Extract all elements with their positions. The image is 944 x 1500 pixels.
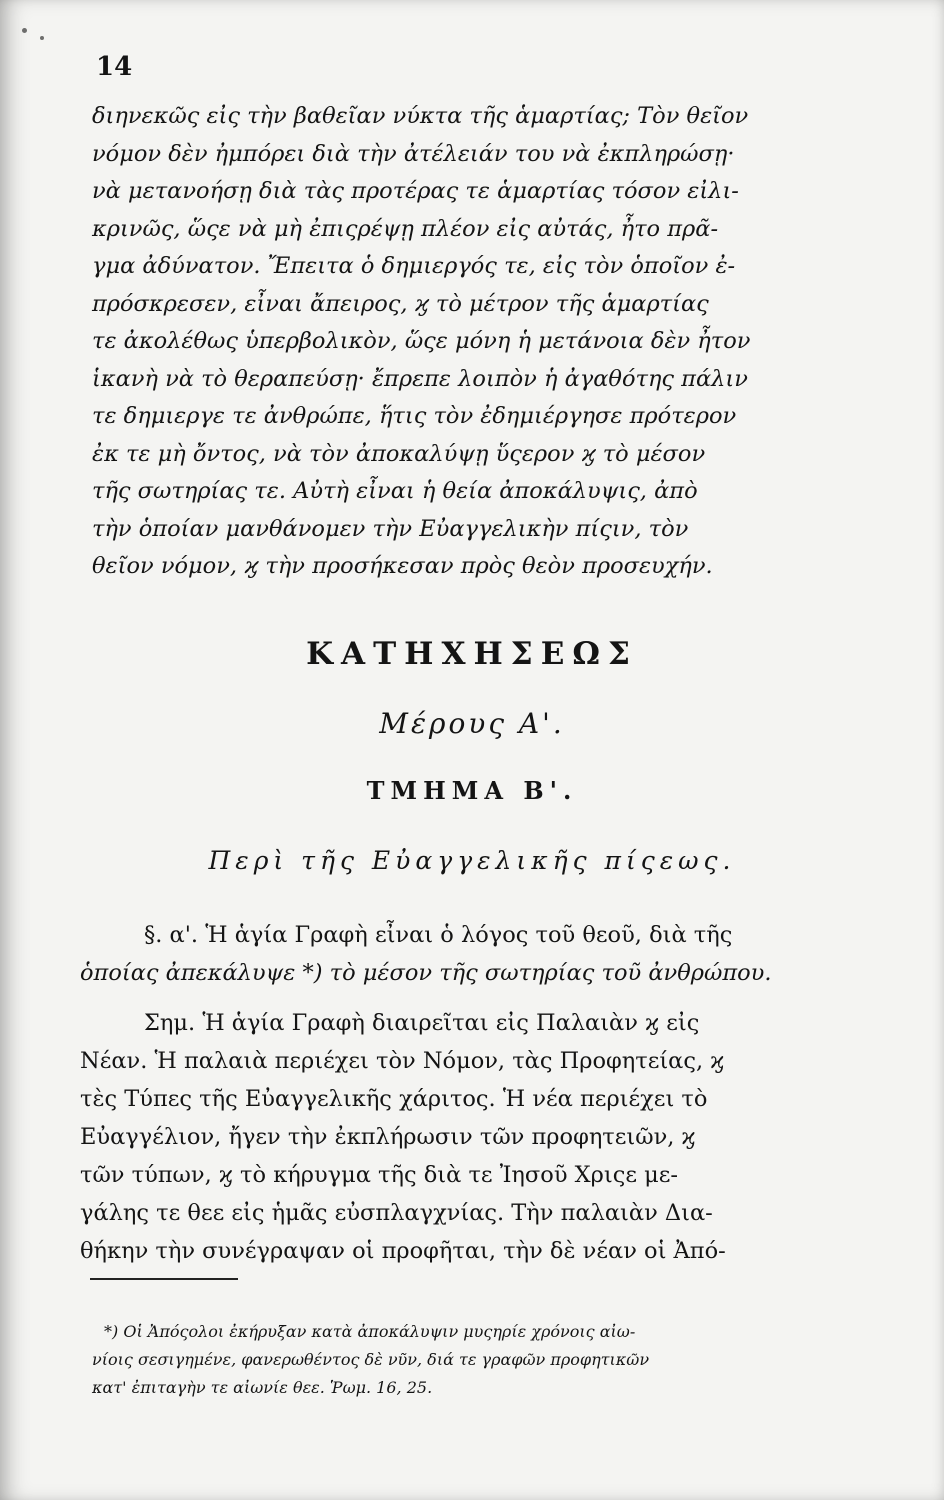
chapter-title: ΚΑΤΗΧΗΣΕΩΣ — [306, 636, 638, 672]
text-line: §. α'. Ἡ ἁγία Γραφὴ εἶναι ὁ λόγος τοῦ θεοῦ, διὰ τῆς — [144, 922, 733, 948]
text-line: τὴν ὁποίαν μανθάνομεν τὴν Εὐαγγελικὴν πίςιν, τὸν — [92, 515, 689, 542]
ink-speck — [22, 28, 27, 33]
paragraph-2 — [80, 1004, 880, 1270]
text-line: θήκην τὴν συνέγραψαν οἱ προφῆται, τὴν δὲ νέαν οἱ Ἀπό- — [80, 1238, 726, 1264]
text-line: κρινῶς, ὥςε νὰ μὴ ἐπιςρέψῃ πλέον εἰς αὐτάς, ἦτο πρᾶ- — [92, 215, 719, 242]
footnote — [92, 1318, 882, 1402]
body-text — [92, 98, 890, 586]
text-line: γάλης τε θεε εἰς ἡμᾶς εὐσπλαγχνίας. Τὴν παλαιὰν Δια- — [80, 1200, 713, 1226]
text-line: τῆς σωτηρίας τε. Αὐτὴ εἶναι ἡ θεία ἀποκάλυψις, ἀπὸ — [92, 478, 698, 504]
paragraph-1 — [80, 916, 880, 992]
text-line: Εὐαγγέλιον, ἤγεν τὴν ἐκπλήρωσιν τῶν προφητειῶν, ϗ — [80, 1124, 696, 1150]
text-line: τε δημιεργε τε ἀνθρώπε, ἥτις τὸν ἐδημιέργησε πρότερον — [92, 403, 737, 429]
text-line: ἐκ τε μὴ ὄντος, νὰ τὸν ἀποκαλύψῃ ὕςερον ϗ τὸ μέσον — [92, 440, 706, 467]
footnote-line: κατ' ἐπιταγὴν τε αἰωνίε θεε. Ῥωμ. 16, 25. — [92, 1378, 433, 1397]
footnote-line: νίοις σεσιγημένε, φανερωθέντος δὲ νῦν, διά τε γραφῶν προφητικῶν — [92, 1350, 650, 1369]
text-line: Νέαν. Ἡ παλαιὰ περιέχει τὸν Νόμον, τὰς Προφητείας, ϗ — [80, 1048, 725, 1074]
text-line: ὁποίας ἀπεκάλυψε *) τὸ μέσον τῆς σωτηρίας τοῦ ἀνθρώπου. — [80, 960, 772, 986]
text-line: Σημ. Ἡ ἁγία Γραφὴ διαιρεῖται εἰς Παλαιὰν ϗ εἰς — [144, 1010, 700, 1036]
text-line: τὲς Τύπες τῆς Εὐαγγελικῆς χάριτος. Ἡ νέα περιέχει τὸ — [80, 1086, 708, 1112]
text-line: θεῖον νόμον, ϗ τὴν προσήκεσαν πρὸς θεὸν προσευχήν. — [92, 553, 713, 579]
text-line: νόμον δὲν ἠμπόρει διὰ τὴν ἀτέλειάν του νὰ ἐκπληρώσῃ· — [92, 140, 735, 167]
text-line: ἱκανὴ νὰ τὸ θεραπεύσῃ· ἔπρεπε λοιπὸν ἡ ἀγαθότης πάλιν — [92, 365, 748, 392]
ink-speck — [40, 36, 44, 40]
text-line: νὰ μετανοήσῃ διὰ τὰς προτέρας τε ἁμαρτίας τόσον εἰλι- — [92, 178, 739, 204]
footnote-rule — [90, 1278, 238, 1280]
page-number: 14 — [96, 52, 133, 82]
footnote-line: *) Οἱ Ἀπόςολοι ἐκήρυξαν κατὰ ἀποκάλυψιν μυςηρίε χρόνοις αἰω- — [104, 1322, 636, 1341]
text-line: γμα ἀδύνατον. Ἔπειτα ὁ δημιεργός τε, εἰς τὸν ὁποῖον ἐ- — [92, 253, 736, 279]
section-title: ΤΜΗΜΑ Β'. — [366, 776, 578, 805]
topic-title: Περὶ τῆς Εὐαγγελικῆς πίςεως. — [208, 846, 736, 875]
text-line: τε ἀκολέθως ὑπερβολικὸν, ὥςε μόνη ἡ μετάνοια δὲν ἦτον — [92, 328, 751, 354]
text-line: τῶν τύπων, ϗ τὸ κήρυγμα τῆς διὰ τε Ἰησοῦ Χριςε με- — [80, 1162, 679, 1188]
text-line: διηνεκῶς εἰς τὴν βαθεῖαν νύκτα τῆς ἁμαρτίας; Τὸν θεῖον — [92, 103, 749, 129]
part-title: Μέρους Α'. — [379, 707, 565, 740]
text-line: πρόσκρεσεν, εἶναι ἄπειρος, ϗ τὸ μέτρον τῆς ἁμαρτίας — [92, 290, 709, 317]
